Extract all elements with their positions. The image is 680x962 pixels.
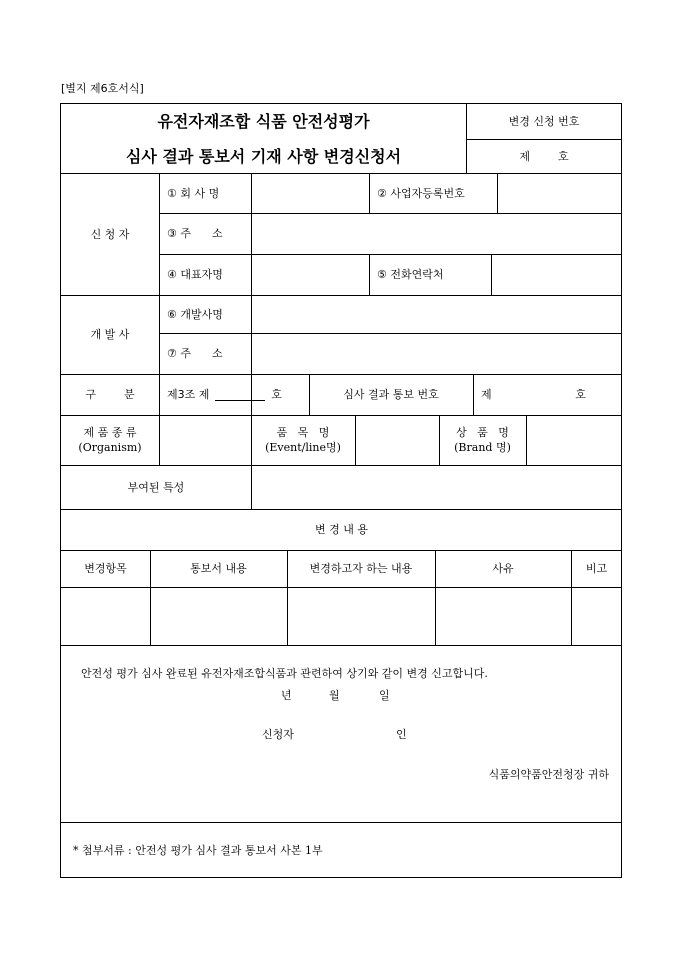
phone-label: ⑤ 전화연락처 <box>377 268 444 281</box>
column-reason: 사유 <box>492 562 514 575</box>
form-title-line2: 심사 결과 통보서 기재 사항 변경신청서 <box>125 146 402 166</box>
representative-name-label: ④ 대표자명 <box>167 268 223 281</box>
result-number-prefix: 제 <box>481 388 492 401</box>
date-month: 월 <box>329 689 340 702</box>
trade-name-label <box>439 415 526 465</box>
column-divider <box>369 173 370 213</box>
declaration-statement: 안전성 평가 심사 완료된 유전자재조합식품과 관련하여 상기와 같이 변경 신고합니다. <box>81 667 488 680</box>
requested-change-field[interactable] <box>287 587 435 645</box>
characteristics-label: 부여된 특성 <box>127 480 185 494</box>
date-year: 년 <box>281 689 292 702</box>
column-divider <box>159 374 160 415</box>
applicant-signature-label: 신청자 <box>262 728 294 741</box>
product-type-title: 제 품 종 류 <box>83 426 137 439</box>
company-name-field[interactable] <box>251 173 369 213</box>
applicant-address-field[interactable] <box>251 213 622 254</box>
item-name-title: 품 목 명 <box>276 426 330 439</box>
notice-content-field[interactable] <box>150 587 287 645</box>
product-type-label <box>61 415 159 465</box>
change-request-number-label: 변경 신청 번호 <box>508 115 580 128</box>
business-registration-number-label: ② 사업자등록번호 <box>377 186 465 200</box>
result-number-suffix: 호 <box>575 388 586 401</box>
product-type-field[interactable] <box>159 415 251 465</box>
column-notice-content: 통보서 내용 <box>190 562 247 575</box>
item-name-label <box>251 415 355 465</box>
recipient: 식품의약품안전청장 귀하 <box>488 768 609 781</box>
phone-field[interactable] <box>491 254 622 295</box>
result-number-field[interactable] <box>473 374 622 415</box>
article-prefix: 제3조 제 <box>167 388 210 401</box>
form-title-line1: 유전자재조합 식품 안전성평가 <box>157 112 370 131</box>
company-name-label: ① 회 사 명 <box>167 186 220 200</box>
developer-address-label: ⑦ 주 소 <box>167 347 223 360</box>
date-day: 일 <box>379 689 390 702</box>
business-registration-number-field[interactable] <box>497 173 622 213</box>
characteristics-field[interactable] <box>251 465 622 509</box>
row-divider <box>61 645 622 646</box>
form-label: [별지 제6호서식] <box>61 82 144 95</box>
result-number-label: 심사 결과 통보 번호 <box>343 388 439 401</box>
article-suffix: 호 <box>271 388 283 401</box>
remarks-field[interactable] <box>571 587 622 645</box>
trade-name-subtitle: (Brand 명) <box>454 441 511 454</box>
applicant-address-label: ③ 주 소 <box>167 227 223 240</box>
column-remarks: 비고 <box>585 562 608 575</box>
classification-label: 구 분 <box>85 388 135 401</box>
change-request-form <box>60 103 622 878</box>
column-change-item: 변경항목 <box>84 562 127 575</box>
article-field[interactable] <box>167 374 309 415</box>
reason-field[interactable] <box>435 587 571 645</box>
column-divider <box>369 254 370 295</box>
seal-mark: 인 <box>396 728 407 741</box>
representative-name-field[interactable] <box>251 254 369 295</box>
changes-section-title: 변 경 내 용 <box>315 523 368 536</box>
change-item-field[interactable] <box>61 587 150 645</box>
developer-address-field[interactable] <box>251 333 622 374</box>
attachment-note: * 첨부서류 : 안전성 평가 심사 결과 통보서 사본 1부 <box>73 843 323 857</box>
trade-name-field[interactable] <box>526 415 622 465</box>
column-requested-change: 변경하고자 하는 내용 <box>309 562 413 575</box>
change-request-number-value[interactable]: 제 호 <box>519 149 569 163</box>
developer-name-label: ⑥ 개발사명 <box>167 307 223 321</box>
item-name-field[interactable] <box>355 415 439 465</box>
product-type-subtitle: (Organism) <box>78 441 142 454</box>
developer-name-field[interactable] <box>251 295 622 333</box>
item-name-subtitle: (Event/line명) <box>265 441 341 454</box>
developer-section-label: 개 발 사 <box>90 328 130 341</box>
trade-name-title: 상 품 명 <box>456 426 509 439</box>
applicant-section-label: 신 청 자 <box>90 227 130 241</box>
article-number-blank[interactable] <box>215 389 265 401</box>
